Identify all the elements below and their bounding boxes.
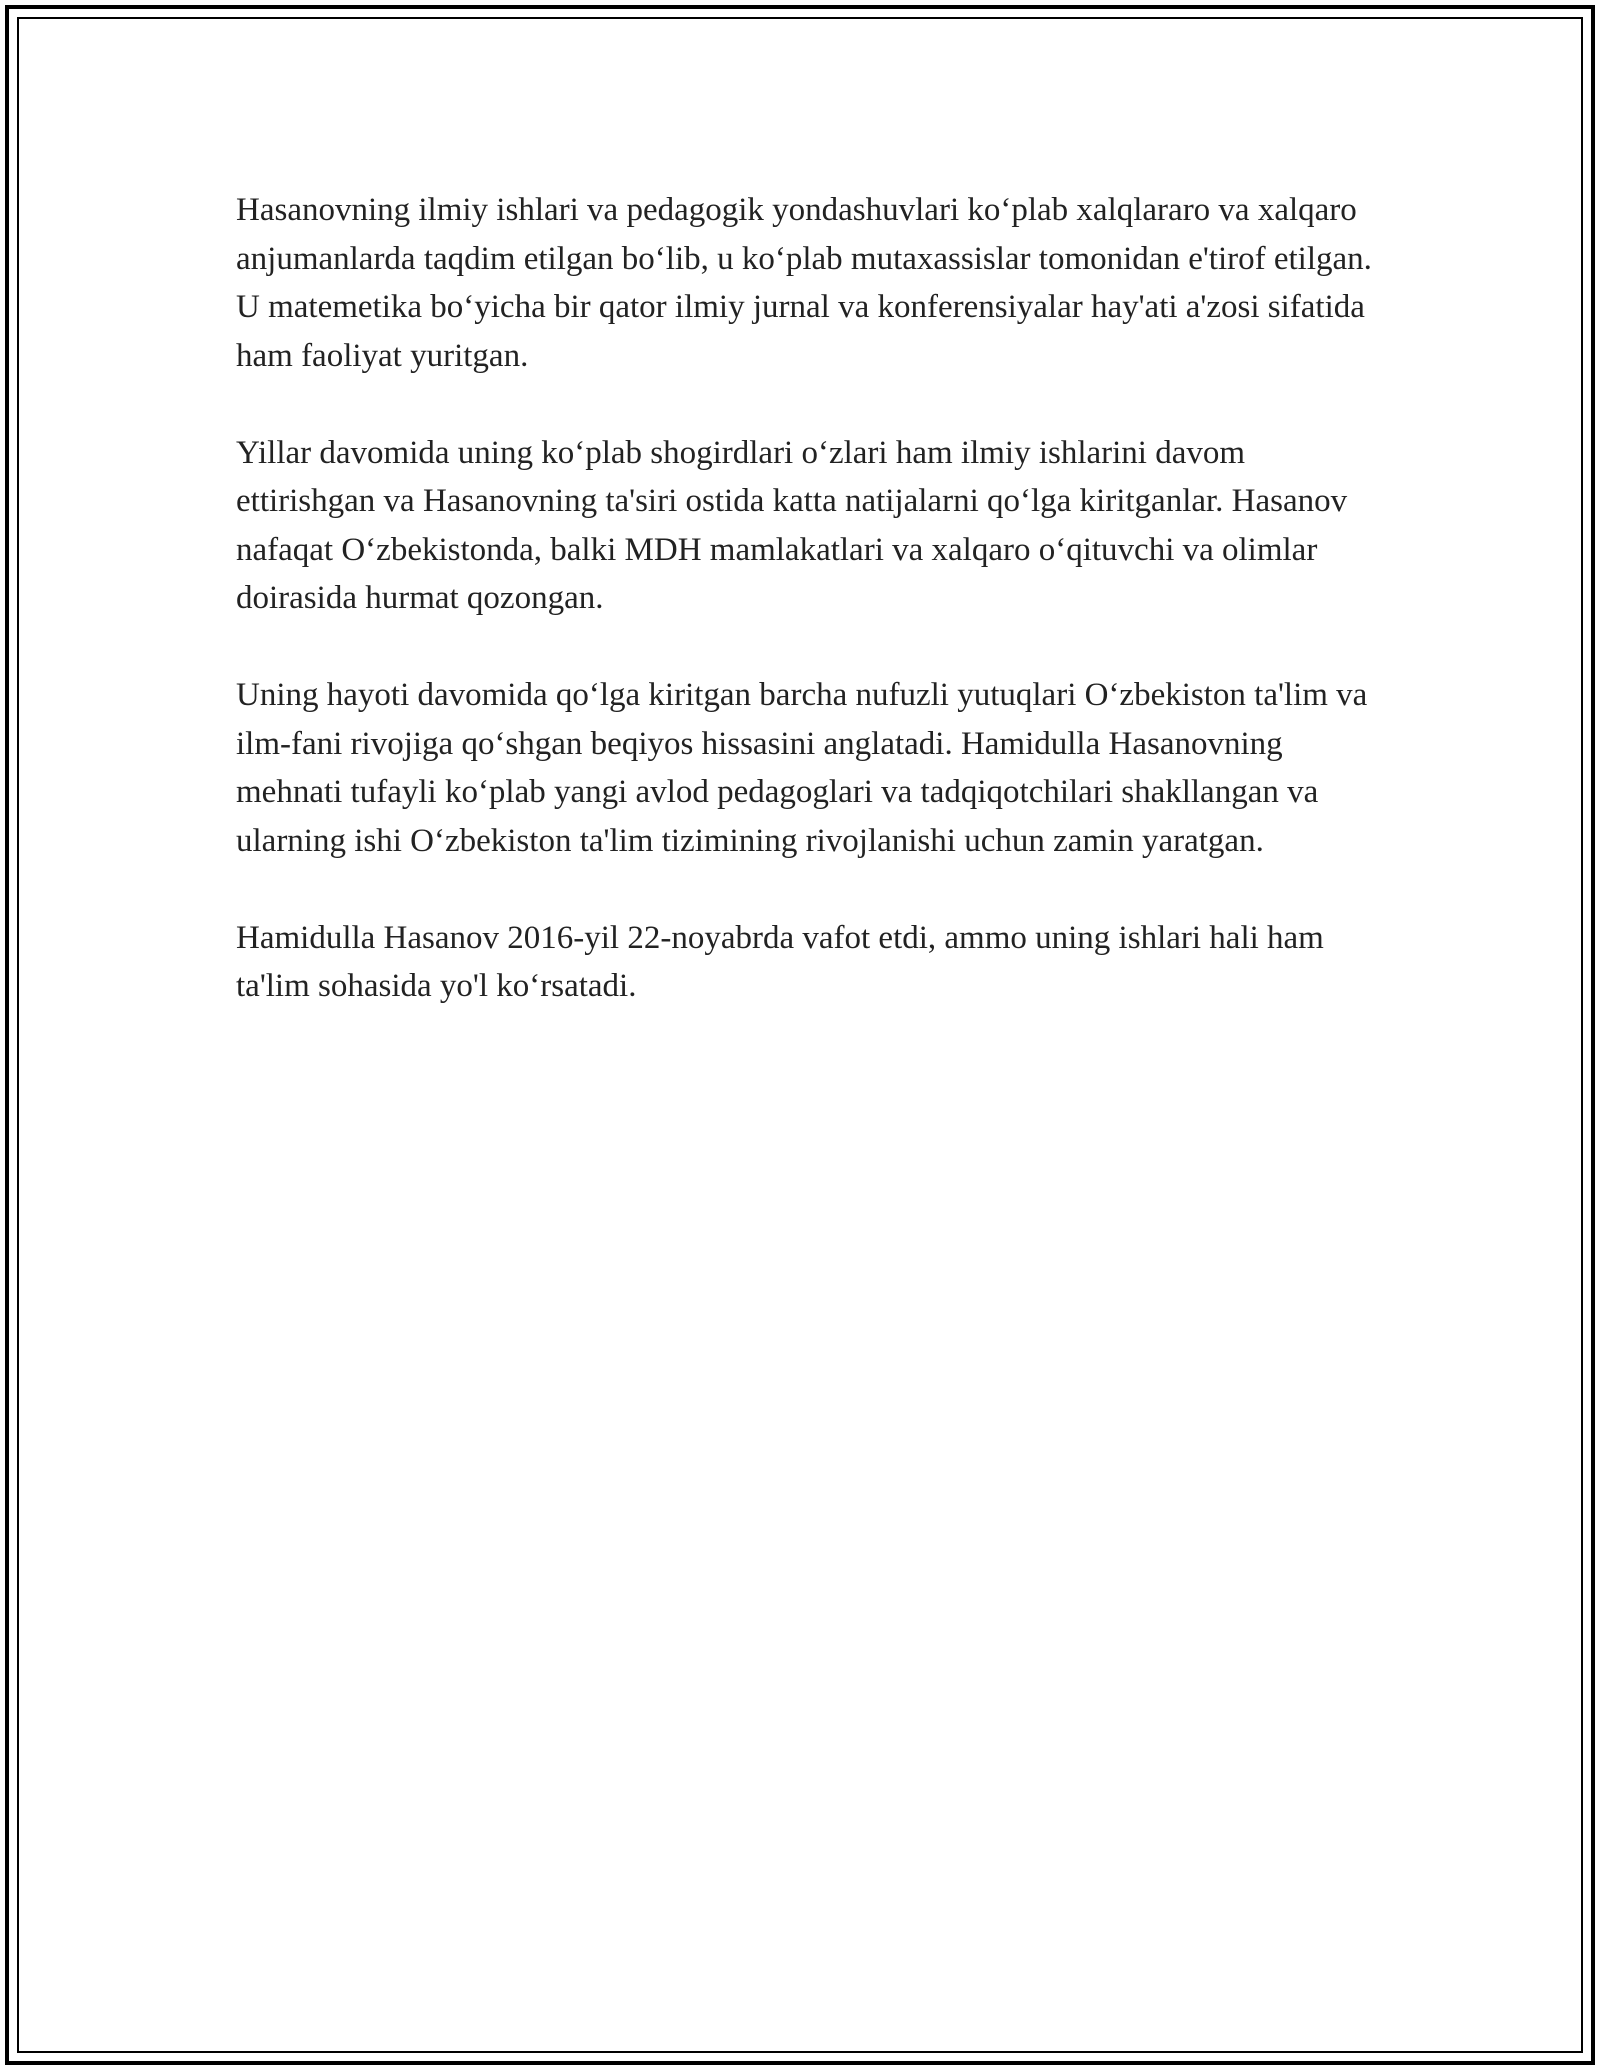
- paragraph-death: Hamidulla Hasanov 2016-yil 22-noyabrda vafot etdi, ammo uning ishlari hali ham ta'lim sohasida yo'l ko‘rsatadi.: [236, 919, 1324, 1004]
- document-body: [236, 186, 1376, 1059]
- paragraph-international-recognition: Hasanovning ilmiy ishlari va pedagogik yondashuvlari ko‘plab xalqlararo va xalqaro anjumanlarda taqdim etilgan bo‘lib, u ko‘plab mutaxassislar tomonidan e'tirof etilgan. U matemetika bo‘yicha bir qator ilmiy jurnal va konferensiyalar hay'ati a'zosi sifatida ham faoliyat yuritgan.: [236, 192, 1372, 374]
- paragraph-contributions: Uning hayoti davomida qo‘lga kiritgan barcha nufuzli yutuqlari O‘zbekiston ta'lim va ilm-fani rivojiga qo‘shgan beqiyos hissasini anglatadi. Hamidulla Hasanovning mehnati tufayli ko‘plab yangi avlod pedagoglari va tadqiqotchilari shakllangan va ularning ishi O‘zbekiston ta'lim tizimining rivojlanishi uchun zamin yaratgan.: [236, 677, 1368, 859]
- paragraph-students-legacy: Yillar davomida uning ko‘plab shogirdlari o‘zlari ham ilmiy ishlarini davom ettirishgan va Hasanovning ta'siri ostida katta natijalarni qo‘lga kiritganlar. Hasanov nafaqat O‘zbekistonda, balki MDH mamlakatlari va xalqaro o‘qituvchi va olimlar doirasida hurmat qozongan.: [236, 434, 1348, 616]
